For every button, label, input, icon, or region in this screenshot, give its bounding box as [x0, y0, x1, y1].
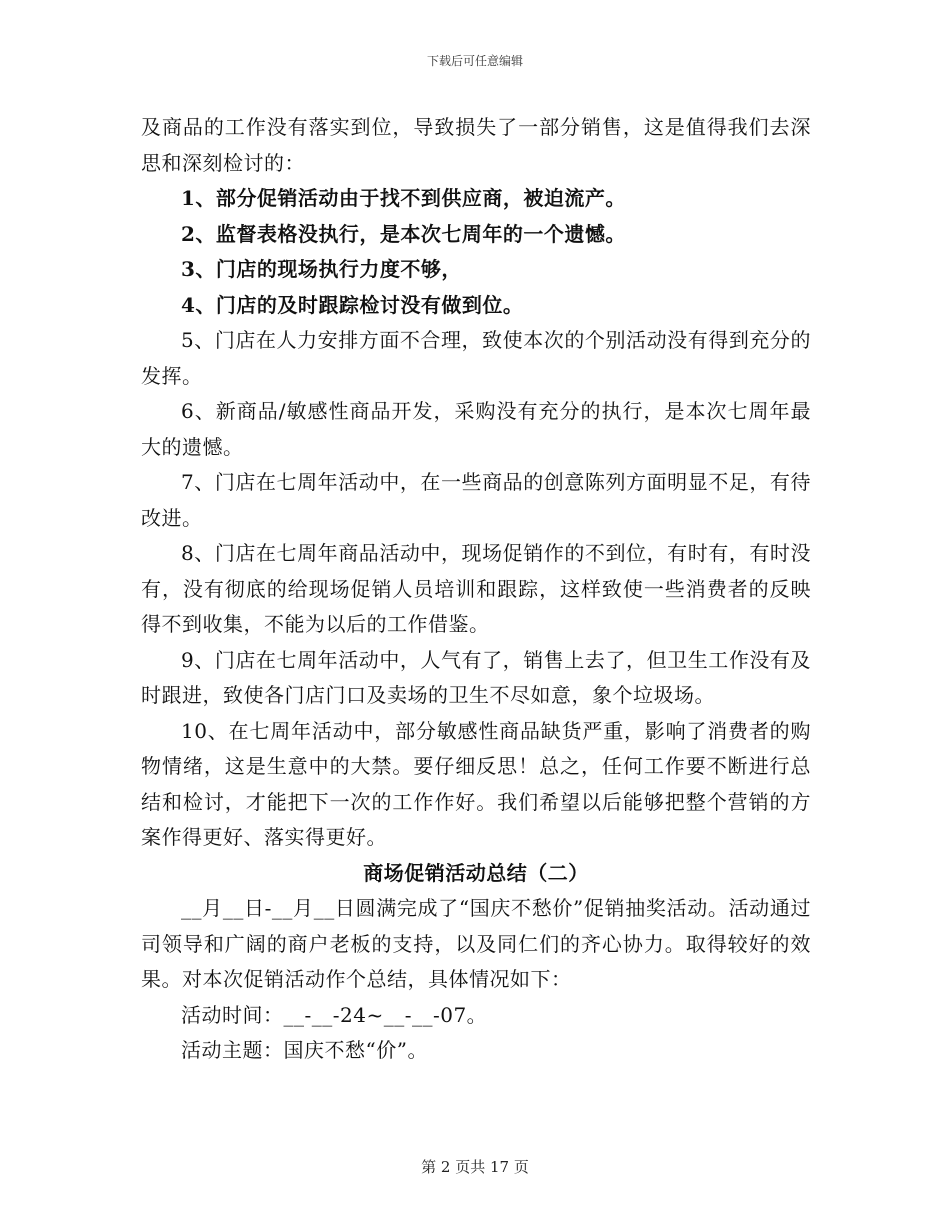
paragraph-summary: __月__日-__月__日圆满完成了“国庆不愁价”促销抽奖活动。活动通过司领导和广阔的商户老板的支持，以及同仁们的齐心协力。取得较好的效果。对本次促销活动作个总结，具体情况如下：: [141, 896, 811, 991]
activity-theme: 活动主题：国庆不愁“价”。: [181, 1038, 428, 1062]
list-item-4: 4、门店的及时跟踪检讨没有做到位。: [181, 292, 524, 317]
section-heading: 商场促销活动总结（二）: [363, 860, 589, 885]
list-item-5: 5、门店在人力安排方面不合理，致使本次的个别活动没有得到充分的发挥。: [141, 328, 811, 388]
list-item-8: 8、门店在七周年商品活动中，现场促销作的不到位，有时有，有时没有，没有彻底的给现场促销人员培训和跟踪，这样致使一些消费者的反映得不到收集，不能为以后的工作借鉴。: [141, 541, 811, 636]
list-item-3: 3、门店的现场执行力度不够，: [181, 257, 462, 281]
page-header: 下载后可任意编辑: [426, 54, 523, 68]
document-body: [141, 110, 811, 1069]
list-item-2: 2、监督表格没执行，是本次七周年的一个遗憾。: [181, 221, 626, 246]
list-item-6: 6、新商品/敏感性商品开发，采购没有充分的执行，是本次七周年最大的遗憾。: [141, 399, 811, 459]
list-item-9: 9、门店在七周年活动中，人气有了，销售上去了，但卫生工作没有及时跟进，致使各门店门口及卖场的卫生不尽如意，象个垃圾场。: [141, 647, 811, 707]
list-item-10: 10、在七周年活动中，部分敏感性商品缺货严重，影响了消费者的购物情绪，这是生意中的大禁。要仔细反思！总之，任何工作要不断进行总结和检讨，才能把下一次的工作作好。我们希望以后能够把整个营销的方案作得更好、落实得更好。: [141, 718, 811, 849]
list-item-7: 7、门店在七周年活动中，在一些商品的创意陈列方面明显不足，有待改进。: [141, 470, 811, 530]
paragraph-intro: 及商品的工作没有落实到位，导致损失了一部分销售，这是值得我们去深思和深刻检讨的：: [141, 115, 811, 175]
list-item-1: 1、部分促销活动由于找不到供应商，被迫流产。: [181, 186, 626, 210]
page-footer: 第 2 页共 17 页: [421, 1158, 529, 1176]
activity-time: 活动时间：__-__-24~__-__-07。: [181, 1002, 488, 1027]
